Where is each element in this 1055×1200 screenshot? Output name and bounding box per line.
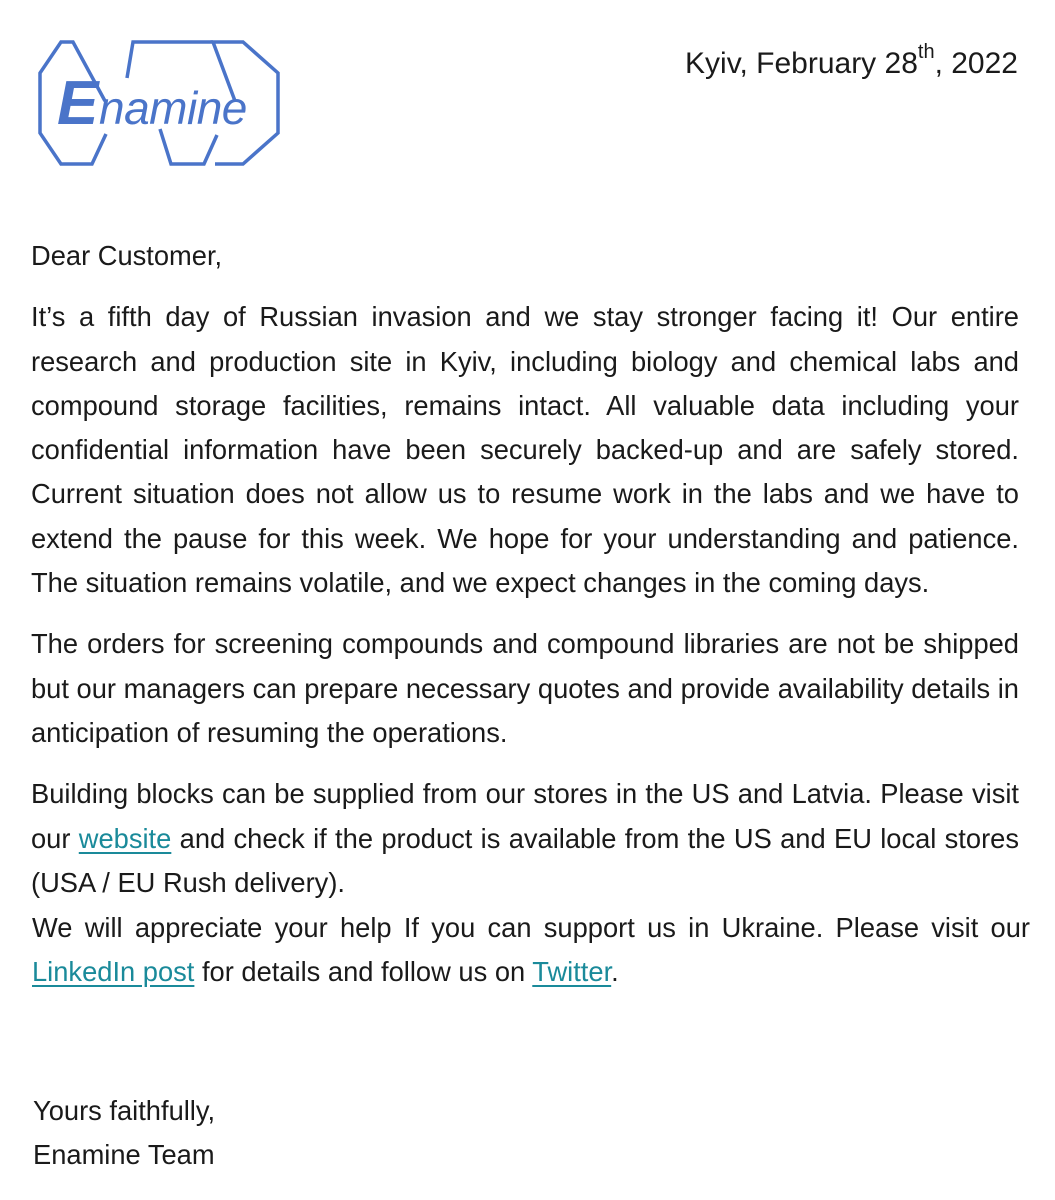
paragraph-building-blocks [31,772,1019,905]
closing-salutation: Yours faithfully, [33,1095,216,1126]
enamine-logo [37,38,299,168]
p4-text-before-link: We will appreciate your help If you can support us in Ukraine. Please visit our [32,912,1030,944]
letter-body [31,234,1030,995]
p4-text-end: . [611,956,619,988]
p4-text-between-links: for details and follow us on [194,956,533,988]
website-link[interactable]: website [78,822,172,854]
letter-date [685,41,1018,84]
paragraph-status: It’s a fifth day of Russian invasion and we stay stronger facing it! Our entire research and production site in Kyiv, including biology and chemical labs and compound storage facilities, remains intact. All valuable data including your confidential information have been securely backed-up and are safely stored. Current situation does not allow us to resume work in the labs and we have to extend the pause for this week. We hope for your understanding and patience. The situation remains volatile, and we expect changes in the coming days. [31,301,1019,599]
greeting: Dear Customer, [31,240,223,271]
date-prefix: Kyiv, February 28 [685,47,918,80]
paragraph-orders: The orders for screening compounds and compound libraries are not be shipped but our managers can prepare necessary quotes and provide availability details in anticipation of resuming the operations. [31,628,1019,748]
date-superscript: th [917,41,935,63]
linkedin-post-link[interactable]: LinkedIn post [32,956,195,988]
letter-closing [33,1089,215,1178]
date-suffix: , 2022 [934,47,1018,80]
twitter-link[interactable]: Twitter [532,956,612,988]
logo-text-small: namine [99,82,247,134]
p3-text-before-link: Building blocks can be supplied from our stores in the US and Latvia. Please visit our [31,778,1019,854]
closing-signature: Enamine Team [33,1139,215,1171]
logo-text-large: E [57,69,99,138]
p3-text-after-link: and check if the product is available from the US and EU local stores (USA / EU Rush delivery). [31,822,1019,898]
paragraph-support [32,906,1030,995]
